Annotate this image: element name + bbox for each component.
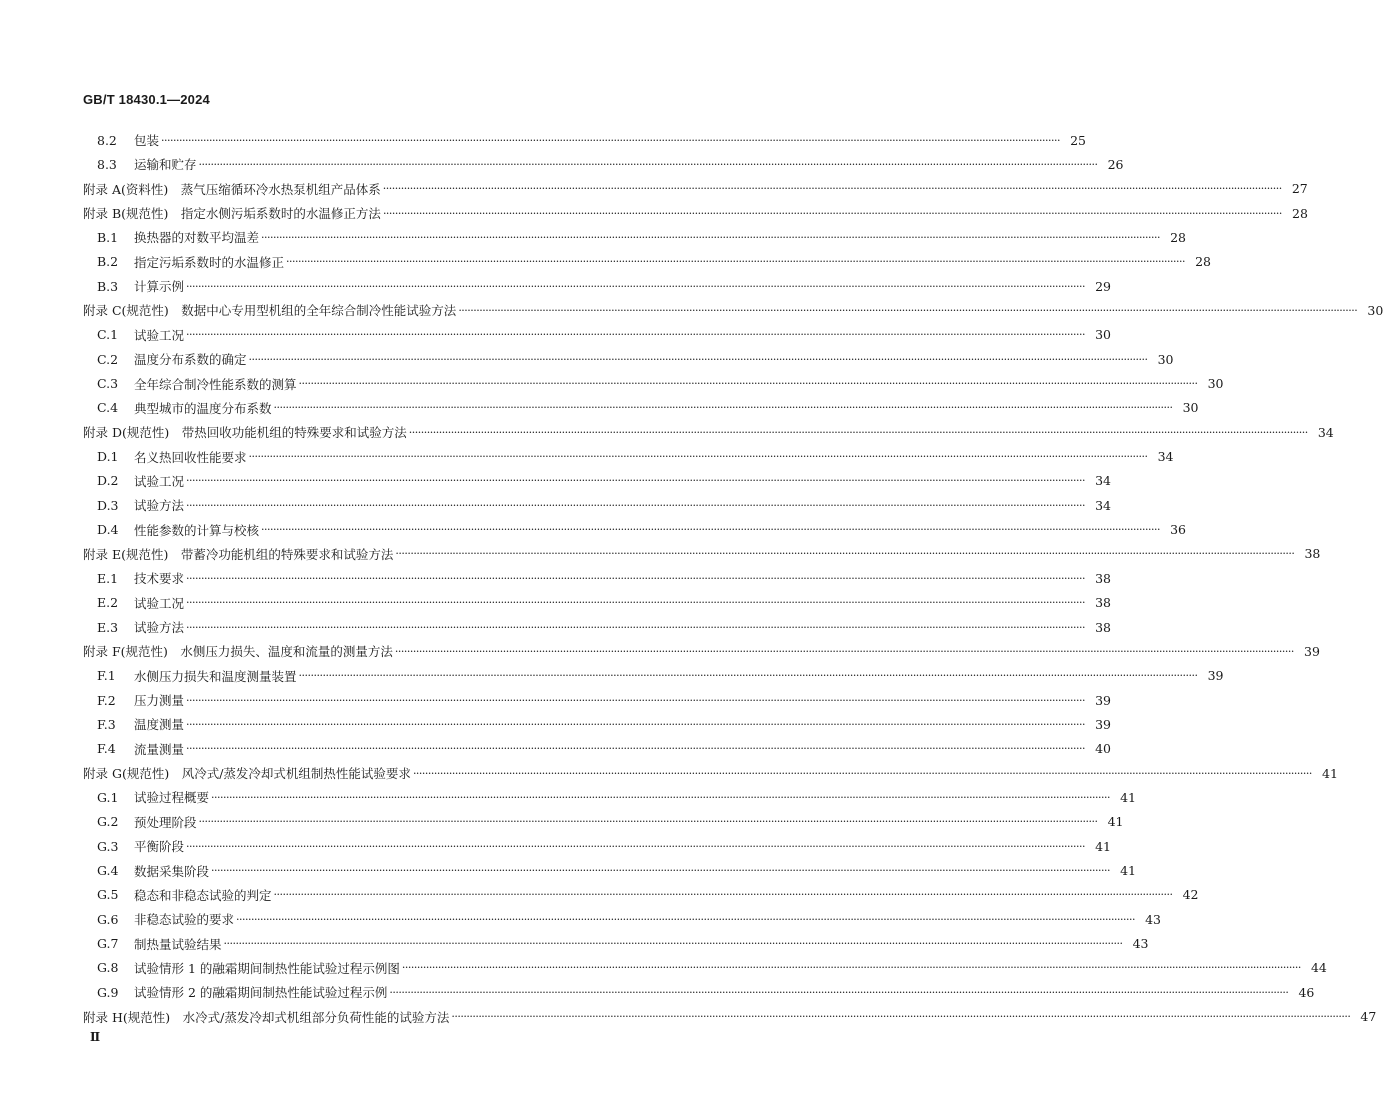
toc-entry-page: 36 bbox=[1170, 522, 1186, 538]
toc-entry-number: E.1 bbox=[97, 570, 119, 586]
toc-entry-title: 流量测量 bbox=[134, 741, 185, 757]
toc-entry-title: 包装 bbox=[134, 133, 160, 148]
toc-entry-title: (规范性) 数据中心专用型机组的全年综合制冷性能试验方法 bbox=[121, 303, 457, 319]
toc-entry-number: 8.2 bbox=[97, 132, 117, 148]
toc-entry-title: 试验工况 bbox=[134, 473, 185, 489]
toc-entry-page: 34 bbox=[1095, 473, 1111, 489]
toc-entry-title: (规范性) 水冷式/蒸发冷却式机组部分负荷性能的试验方法 bbox=[122, 1009, 450, 1025]
toc-entry-number: D.3 bbox=[97, 497, 119, 513]
toc-leader-dots: ············································································································································································································································································································ bbox=[186, 693, 1085, 707]
toc-subsection-entry[interactable] bbox=[0, 737, 1111, 761]
toc-leader-dots: ············································································································································································································································································································ bbox=[186, 742, 1085, 756]
toc-entry-title: 试验工况 bbox=[134, 327, 185, 343]
toc-entry-number: G.4 bbox=[97, 863, 119, 878]
toc-entry-title: 试验过程概要 bbox=[134, 790, 210, 806]
toc-leader-dots: ············································································································································································································································································································ bbox=[394, 644, 1294, 658]
toc-entry-title: 典型城市的温度分布系数 bbox=[134, 400, 272, 416]
toc-entry-title: 全年综合制冷性能系数的测算 bbox=[134, 376, 297, 392]
toc-subsection-entry[interactable] bbox=[0, 859, 1136, 883]
toc-entry-number: 附录 B bbox=[83, 206, 122, 222]
toc-entry-page: 30 bbox=[1207, 376, 1224, 391]
toc-entry-number: B.3 bbox=[97, 278, 119, 294]
toc-subsection-entry[interactable] bbox=[0, 518, 1186, 542]
toc-entry-number: G.1 bbox=[97, 789, 119, 805]
toc-subsection-entry[interactable] bbox=[0, 664, 1224, 688]
toc-entry-title: 压力测量 bbox=[134, 693, 185, 709]
toc-subsection-entry[interactable] bbox=[0, 152, 1124, 176]
toc-leader-dots: ············································································································································································································································································································ bbox=[395, 547, 1295, 561]
toc-subsection-entry[interactable] bbox=[0, 688, 1111, 712]
toc-entry-title: 试验工况 bbox=[134, 595, 185, 611]
toc-entry-page: 39 bbox=[1095, 716, 1111, 732]
toc-entry-number: C.2 bbox=[97, 351, 119, 367]
toc-appendix-entry[interactable] bbox=[0, 1005, 1377, 1029]
toc-entry-number: 8.3 bbox=[97, 156, 117, 172]
toc-entry-page: 30 bbox=[1182, 400, 1199, 416]
toc-entry-number: F.1 bbox=[97, 668, 116, 684]
toc-entry-title: (规范性) 带热回收功能机组的特殊要求和试验方法 bbox=[122, 425, 407, 441]
toc-entry-number: G.2 bbox=[97, 814, 119, 830]
toc-subsection-entry[interactable] bbox=[0, 883, 1199, 907]
toc-entry-title: 平衡阶段 bbox=[134, 839, 185, 855]
toc-entry-number: G.5 bbox=[97, 887, 119, 903]
toc-entry-page: 41 bbox=[1120, 863, 1136, 878]
toc-appendix-entry[interactable] bbox=[0, 542, 1321, 566]
toc-entry-title: 温度测量 bbox=[134, 717, 185, 733]
toc-leader-dots: ············································································································································································································································································································ bbox=[401, 961, 1301, 975]
toc-leader-dots: ············································································································································································································································································································ bbox=[186, 328, 1085, 342]
toc-entry-page: 41 bbox=[1322, 765, 1338, 781]
toc-subsection-entry[interactable] bbox=[0, 615, 1111, 639]
toc-appendix-entry[interactable] bbox=[0, 177, 1308, 201]
toc-leader-dots: ············································································································································································································································································································ bbox=[186, 596, 1085, 610]
toc-subsection-entry[interactable] bbox=[0, 591, 1111, 615]
toc-leader-dots: ············································································································································································································································································································ bbox=[186, 279, 1085, 293]
toc-entry-number: G.8 bbox=[97, 960, 119, 976]
toc-subsection-entry[interactable] bbox=[0, 956, 1327, 980]
toc-entry-number: 附录 E bbox=[83, 546, 122, 562]
toc-leader-dots: ············································································································································································································································································································ bbox=[186, 620, 1085, 634]
toc-leader-dots: ············································································································································································································································································································ bbox=[223, 937, 1123, 951]
toc-leader-dots: ············································································································································································································································································································ bbox=[389, 985, 1289, 999]
toc-leader-dots: ············································································································································································································································································································ bbox=[186, 839, 1085, 853]
toc-entry-page: 47 bbox=[1360, 1009, 1377, 1025]
toc-leader-dots: ············································································································································································································································································································ bbox=[198, 157, 1098, 171]
toc-entry-page: 39 bbox=[1304, 643, 1320, 659]
toc-entry-page: 30 bbox=[1095, 327, 1111, 343]
toc-entry-title: 技术要求 bbox=[134, 571, 185, 587]
toc-leader-dots: ············································································································································································································································································································ bbox=[458, 303, 1358, 317]
toc-entry-title: 性能参数的计算与校核 bbox=[134, 522, 260, 538]
toc-entry-page: 41 bbox=[1120, 789, 1136, 805]
toc-entry-title: 名义热回收性能要求 bbox=[134, 449, 247, 465]
toc-entry-title: 试验方法 bbox=[134, 620, 185, 635]
toc-entry-title: 制热量试验结果 bbox=[134, 936, 222, 952]
toc-entry-title: 指定污垢系数时的水温修正 bbox=[134, 254, 285, 270]
toc-subsection-entry[interactable] bbox=[0, 396, 1199, 420]
toc-subsection-entry[interactable] bbox=[0, 493, 1111, 517]
toc-entry-page: 39 bbox=[1207, 668, 1224, 684]
toc-entry-title: 非稳态试验的要求 bbox=[134, 912, 235, 928]
toc-leader-dots: ············································································································································································································································································································ bbox=[248, 450, 1148, 464]
toc-entry-number: G.7 bbox=[97, 936, 119, 952]
toc-entry-title: 稳态和非稳态试验的判定 bbox=[134, 887, 272, 903]
toc-entry-title: 试验方法 bbox=[134, 498, 185, 514]
toc-entry-title: 数据采集阶段 bbox=[134, 863, 210, 879]
toc-leader-dots: ············································································································································································································································································································ bbox=[412, 766, 1312, 780]
toc-entry-number: 附录 D bbox=[83, 425, 122, 441]
toc-entry-title: (规范性) 带蓄冷功能机组的特殊要求和试验方法 bbox=[121, 546, 394, 562]
toc-entry-number: 附录 C bbox=[83, 303, 122, 319]
toc-subsection-entry[interactable] bbox=[0, 712, 1111, 736]
toc-entry-page: 43 bbox=[1132, 936, 1149, 952]
toc-subsection-entry[interactable] bbox=[0, 323, 1111, 347]
toc-appendix-entry[interactable] bbox=[0, 420, 1334, 444]
toc-entry-number: C.1 bbox=[97, 327, 119, 343]
toc-entry-page: 25 bbox=[1070, 132, 1086, 148]
toc-leader-dots: ············································································································································································································································································································ bbox=[186, 571, 1085, 585]
toc-entry-number: B.2 bbox=[97, 254, 119, 270]
toc-entry-page: 29 bbox=[1095, 278, 1111, 294]
toc-leader-dots: ············································································································································································································································································································ bbox=[273, 401, 1173, 415]
toc-entry-page: 34 bbox=[1317, 424, 1334, 440]
toc-entry-number: F.4 bbox=[97, 741, 116, 757]
toc-entry-page: 34 bbox=[1157, 449, 1174, 465]
toc-appendix-entry[interactable] bbox=[0, 639, 1320, 663]
toc-subsection-entry[interactable] bbox=[0, 250, 1211, 274]
toc-leader-dots: ············································································································································································································································································································ bbox=[198, 815, 1098, 829]
toc-entry-page: 38 bbox=[1095, 619, 1111, 635]
toc-entry-number: E.2 bbox=[97, 595, 119, 611]
toc-entry-number: G.9 bbox=[97, 984, 119, 1000]
toc-entry-title: 预处理阶段 bbox=[134, 814, 197, 830]
toc-entry-page: 38 bbox=[1304, 546, 1321, 562]
page-number-footer: Ⅱ bbox=[90, 1030, 101, 1044]
toc-entry-page: 41 bbox=[1095, 838, 1111, 854]
toc-leader-dots: ············································································································································································································································································································ bbox=[382, 182, 1282, 196]
toc-entry-page: 39 bbox=[1095, 692, 1111, 708]
toc-subsection-entry[interactable] bbox=[0, 834, 1111, 858]
toc-subsection-entry[interactable] bbox=[0, 810, 1124, 834]
toc-entry-title: 换热器的对数平均温差 bbox=[134, 230, 260, 246]
toc-entry-number: 附录 H bbox=[83, 1009, 123, 1025]
toc-entry-number: D.4 bbox=[97, 522, 119, 538]
toc-subsection-entry[interactable] bbox=[0, 785, 1136, 809]
toc-entry-title: 试验情形 2 的融霜期间制热性能试验过程示例 bbox=[134, 985, 388, 1001]
toc-entry-page: 28 bbox=[1292, 205, 1308, 221]
toc-leader-dots: ············································································································································································································································································································ bbox=[261, 230, 1160, 244]
toc-entry-number: C.3 bbox=[97, 376, 119, 391]
toc-subsection-entry[interactable] bbox=[0, 274, 1111, 298]
toc-leader-dots: ············································································································································································································································································································ bbox=[298, 377, 1198, 390]
toc-entry-title: 运输和贮存 bbox=[134, 157, 197, 173]
toc-entry-page: 40 bbox=[1095, 741, 1111, 757]
toc-subsection-entry[interactable] bbox=[0, 372, 1224, 396]
toc-leader-dots: ············································································································································································································································································································ bbox=[273, 888, 1173, 902]
toc-entry-number: G.6 bbox=[97, 911, 119, 927]
toc-leader-dots: ············································································································································································································································································································ bbox=[408, 425, 1308, 439]
toc-entry-page: 27 bbox=[1291, 181, 1308, 197]
toc-entry-title: (资料性) 蒸气压缩循环冷水热泵机组产品体系 bbox=[121, 181, 381, 197]
toc-entry-page: 34 bbox=[1095, 497, 1111, 513]
toc-entry-title: 计算示例 bbox=[134, 279, 185, 295]
toc-entry-page: 28 bbox=[1170, 229, 1186, 245]
toc-entry-number: D.1 bbox=[97, 449, 119, 465]
toc-leader-dots: ············································································································································································································································································································ bbox=[248, 352, 1148, 366]
toc-leader-dots: ············································································································································································································································································································ bbox=[211, 790, 1110, 804]
toc-leader-dots: ············································································································································································································································································································ bbox=[382, 206, 1282, 220]
toc-leader-dots: ············································································································································································································································································································ bbox=[236, 912, 1135, 926]
document-header-id: GB/T 18430.1—2024 bbox=[83, 92, 210, 107]
toc-entry-page: 30 bbox=[1157, 351, 1174, 367]
toc-entry-title: (规范性) 水侧压力损失、温度和流量的测量方法 bbox=[120, 644, 393, 660]
toc-entry-number: E.3 bbox=[97, 619, 119, 635]
toc-entry-number: C.4 bbox=[97, 400, 119, 416]
toc-subsection-entry[interactable] bbox=[0, 347, 1174, 371]
toc-entry-page: 46 bbox=[1298, 984, 1315, 1000]
toc-entry-page: 38 bbox=[1095, 595, 1111, 611]
toc-entry-page: 30 bbox=[1367, 302, 1383, 318]
toc-leader-dots: ············································································································································································································································································································ bbox=[186, 717, 1085, 731]
toc-appendix-entry[interactable] bbox=[0, 298, 1383, 322]
toc-entry-title: 温度分布系数的确定 bbox=[134, 352, 247, 368]
toc-entry-number: 附录 G bbox=[83, 766, 122, 782]
toc-subsection-entry[interactable] bbox=[0, 128, 1086, 152]
toc-entry-number: B.1 bbox=[97, 229, 119, 245]
toc-entry-page: 44 bbox=[1310, 960, 1327, 976]
toc-entry-page: 26 bbox=[1107, 156, 1124, 172]
toc-entry-page: 43 bbox=[1145, 911, 1161, 927]
toc-entry-title: (规范性) 指定水侧污垢系数时的水温修正方法 bbox=[121, 206, 381, 222]
toc-leader-dots: ············································································································································································································································································································ bbox=[286, 255, 1185, 269]
toc-entry-title: (规范性) 风冷式/蒸发冷却式机组制热性能试验要求 bbox=[121, 766, 411, 782]
toc-entry-page: 38 bbox=[1095, 570, 1111, 586]
toc-subsection-entry[interactable] bbox=[0, 566, 1111, 590]
toc-entry-page: 28 bbox=[1195, 254, 1211, 270]
toc-leader-dots: ············································································································································································································································································································ bbox=[186, 498, 1085, 512]
toc-subsection-entry[interactable] bbox=[0, 932, 1149, 956]
toc-subsection-entry[interactable] bbox=[0, 445, 1174, 469]
toc-subsection-entry[interactable] bbox=[0, 225, 1186, 249]
toc-entry-title: 水侧压力损失和温度测量装置 bbox=[134, 668, 297, 684]
toc-entry-number: F.3 bbox=[97, 716, 116, 732]
toc-leader-dots: ············································································································································································································································································································ bbox=[211, 864, 1110, 877]
toc-entry-title: 试验情形 1 的融霜期间制热性能试验过程示例图 bbox=[134, 960, 400, 976]
toc-subsection-entry[interactable] bbox=[0, 980, 1315, 1004]
toc-leader-dots: ············································································································································································································································································································ bbox=[161, 133, 1060, 147]
toc-entry-number: G.3 bbox=[97, 838, 119, 854]
toc-entry-number: 附录 F bbox=[83, 644, 121, 660]
toc-leader-dots: ············································································································································································································································································································ bbox=[298, 669, 1198, 683]
toc-entry-number: 附录 A bbox=[83, 181, 122, 197]
toc-entry-page: 41 bbox=[1107, 814, 1124, 830]
toc-leader-dots: ············································································································································································································································································································ bbox=[186, 474, 1085, 488]
toc-entry-page: 42 bbox=[1182, 887, 1199, 903]
toc-entry-number: F.2 bbox=[97, 692, 116, 708]
toc-entry-number: D.2 bbox=[97, 473, 119, 489]
toc-subsection-entry[interactable] bbox=[0, 907, 1161, 931]
toc-appendix-entry[interactable] bbox=[0, 201, 1308, 225]
toc-leader-dots: ············································································································································································································································································································ bbox=[451, 1010, 1351, 1024]
toc-subsection-entry[interactable] bbox=[0, 469, 1111, 493]
toc-leader-dots: ············································································································································································································································································································ bbox=[261, 523, 1160, 537]
toc-appendix-entry[interactable] bbox=[0, 761, 1338, 785]
